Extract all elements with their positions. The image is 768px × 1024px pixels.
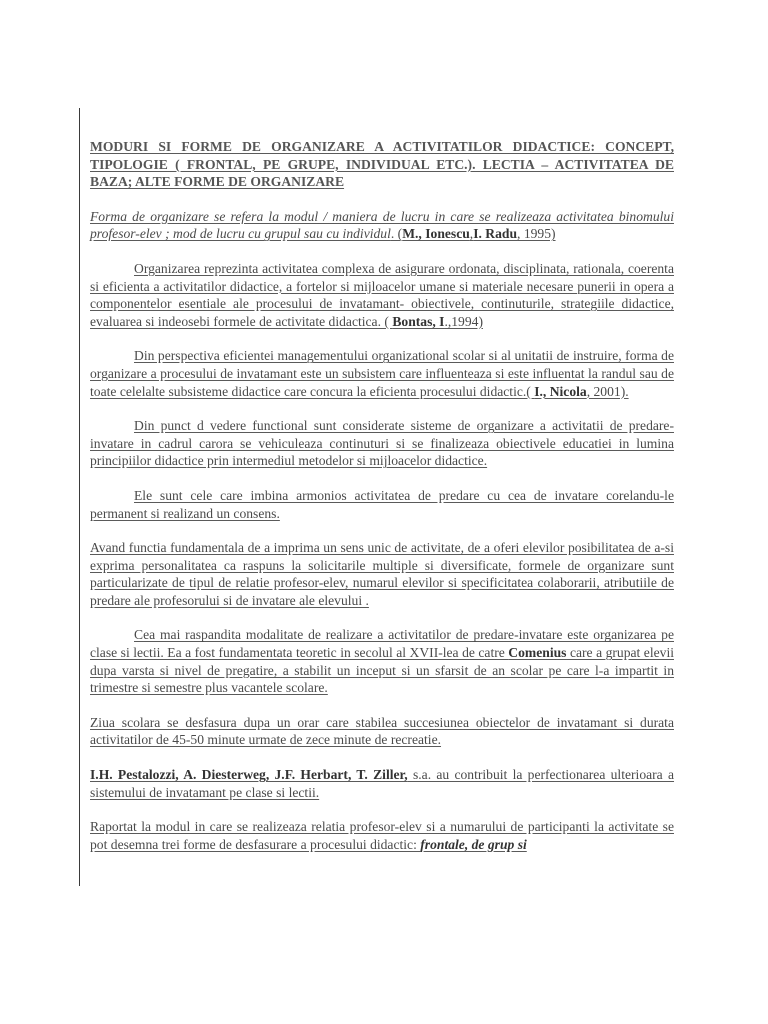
citation-author: Bontas, I [392, 313, 445, 329]
paragraph-ziua-scolara: Ziua scolara se desfasura dupa un orar care stabilea succesiunea obiectelor de invatamant si durata activitatilor de 45-50 minute urmate de zece minute de recreatie. [90, 714, 674, 748]
citation-year: , 2001). [586, 383, 629, 399]
contributor-names: I.H. Pestalozzi, A. Diesterweg, J.F. Herbart, T. Ziller, [90, 767, 408, 783]
citation-author: I., Nicola [534, 383, 587, 399]
paragraph-functional: Din punct d vedere functional sunt considerate sisteme de organizare a activitatii de predare-invatare in cadrul carora se vehiculeaza continuturi si se finalizeaza obiectivele educatiei in lumina principiilor didactice prin intermediul metodelor si mijloacelor didactice. [90, 418, 674, 469]
paragraph-text: Cea mai raspandita modalitate de realizare a activitatilor de predare-invatare este organizarea pe clase si lectii. Ea a fost fundamentata teoretic in secolul al XVII-lea de catre [90, 627, 674, 661]
paragraph-definition [90, 208, 674, 243]
document-body [90, 138, 674, 870]
paragraph-clase-lectii [90, 626, 674, 696]
citation-year: .,1994) [444, 313, 483, 329]
page-left-border [79, 108, 80, 886]
paragraph-organizarea [90, 260, 674, 330]
definition-text: Forma de organizare se refera la modul / maniera de lucru in care se realizeaza activitatea binomului profesor-elev ; mod de lucru cu grupul sau cu individul [90, 208, 674, 242]
paragraph-contributors [90, 766, 674, 801]
document-heading: MODURI SI FORME DE ORGANIZARE A ACTIVITATILOR DIDACTICE: CONCEPT, TIPOLOGIE ( FRONTAL, PE GRUPE, INDIVIDUAL ETC.). LECTIA – ACTIVITATEA DE BAZA; ALTE FORME DE ORGANIZARE [90, 139, 674, 190]
paragraph-functia: Avand functia fundamentala de a imprima un sens unic de activitate, de a oferi elevilor posibilitatea de a-si exprima personalitatea ca raspuns la solicitarile multiple si diversificate, formele de organizare sunt particularizate de tipul de relatie profesor-elev, numarul elevilor si specificitatea colaborarii, atributiile de predare ale profesorului si de invatare ale elevului . [90, 540, 674, 608]
paragraph-text-rest: care a grupat elevii dupa varsta si nivel de pregatire, a stabilit un inceput si un sfarsit de an scolar pe care l-a impartit in trimestre si semestre plus vacantele scolare. [90, 645, 674, 696]
paragraph-text-rest: s.a. au contribuit la perfectionarea ulterioara a sistemului de invatamant pe clase si lectii. [90, 767, 675, 800]
paragraph-imbina: Ele sunt cele care imbina armonios activitatea de predare cu cea de invatare corelandu-le permanent si realizand un consens. [90, 487, 674, 521]
citation-open: . ( [390, 226, 403, 242]
paragraph-text: Din perspectiva eficientei managementului organizational scolar si al unitatii de instruire, forma de organizare a procesului de invatamant este un subsistem care influenteaza si este influentat la randul sau de toate celelalte subsisteme didactice care concura la eficienta procesului didactic.( [90, 348, 674, 399]
paragraph-text: Organizarea reprezinta activitatea complexa de asigurare ordonata, disciplinata, rationala, coerenta si eficienta a activitatilor didactice, a fortelor si mijloacelor umane si materiale necesare punerii in opera a componentelor esentiale ale procesului de invatamant- obiectivele, continuturile, strategiile didactice, evaluarea si indeosebi formele de activitate didactica. ( [90, 260, 674, 329]
citation-year: , 1995) [517, 226, 556, 242]
paragraph-raportat [90, 818, 674, 853]
citation-author-2: I. Radu [473, 226, 518, 242]
forms-emphasis: frontale, de grup si [420, 836, 527, 852]
paragraph-perspectiva [90, 347, 674, 400]
paragraph-text: Raportat la modul in care se realizeaza relatia profesor-elev si a numarului de participanti la activitate se pot desemna trei forme de desfasurare a procesului didactic: [90, 819, 674, 852]
citation-comma: , [469, 226, 474, 242]
name-comenius: Comenius [508, 645, 567, 661]
citation-author-1: M., Ionescu [402, 226, 470, 242]
